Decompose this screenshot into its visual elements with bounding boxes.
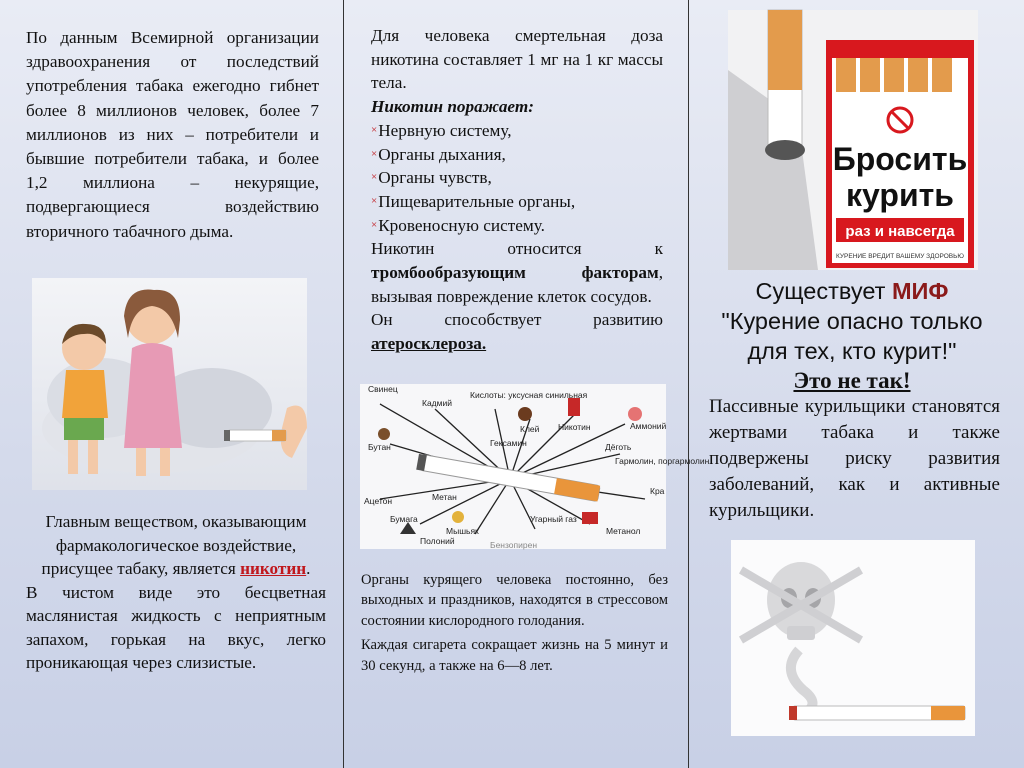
myth-quote: "Курение опасно только для тех, кто курит!" <box>721 308 983 364</box>
chem-label: Клей <box>520 424 540 434</box>
skull-smoke-image <box>731 540 975 736</box>
chem-label: Кислоты: уксусная синильная <box>470 390 588 400</box>
chemicals-drawing <box>360 384 710 550</box>
column-divider-2 <box>688 0 689 768</box>
thrombo-suffix: , вызывая повреждение клеток сосудов. <box>371 263 663 306</box>
chem-label: Полоний <box>420 536 455 546</box>
chem-label: Метан <box>432 492 457 502</box>
passive-smoking-children-illustration <box>32 278 307 490</box>
myth-heading <box>704 276 1000 396</box>
not-so-text: Это не так! <box>793 368 911 393</box>
pack-line3: раз и навсегда <box>845 223 955 240</box>
chem-label: Кадмий <box>422 398 452 408</box>
cigarette-chemicals-diagram <box>360 384 710 550</box>
athero-bold: атеросклероза. <box>371 334 487 354</box>
chem-label: Метанол <box>606 526 641 536</box>
chem-label: Мышьяк <box>446 526 479 536</box>
chem-label: Угарный газ <box>530 514 577 524</box>
chem-label: Свинец <box>368 384 398 394</box>
life-shortening-text: Каждая сигарета сокращает жизнь на 5 минут и 30 секунд, а также на 6—8 лет. <box>361 637 668 674</box>
list-item <box>371 190 663 214</box>
list-item <box>371 166 663 190</box>
list-item <box>371 119 663 143</box>
list-item-text: Пищеварительные органы, <box>378 191 576 211</box>
cross-bullet-icon: × <box>371 123 378 136</box>
chem-label: Бензопирен <box>490 540 538 550</box>
list-item-text: Органы чувств, <box>378 168 492 188</box>
period: . <box>306 559 311 578</box>
quit-smoking-pack-image <box>728 10 978 270</box>
chem-label: Никотин <box>558 422 591 432</box>
chem-label: Бутан <box>368 442 391 452</box>
chem-label: Аммоний <box>630 421 667 431</box>
athero-prefix: Он способствует развитию <box>371 310 663 330</box>
list-item-text: Кровеносную систему. <box>378 215 545 235</box>
cross-bullet-icon: × <box>371 194 378 207</box>
passive-smokers-paragraph: Пассивные курильщики становятся жертвами табака и также подвержены риску развития заболеваний, как и активные курильщики. <box>709 396 1000 521</box>
who-statistics-paragraph: По данным Всемирной организации здравоохранения от последствий употребления табака ежегодно гибнет более 8 миллионов человек, более 7 миллионов из них – потребители и бывшие потребители табака, и более 1,2 миллиона – некурящие, подвергающиеся воздействию вторичного табачного дыма. <box>26 28 319 241</box>
lethal-dose-text: Для человека смертельная доза никотина составляет 1 мг на 1 кг массы тела. <box>371 26 663 93</box>
list-item-text: Органы дыхания, <box>378 144 506 164</box>
affects-list <box>371 119 663 238</box>
thrombo-paragraph <box>371 237 663 308</box>
main-substance-text: Главным веществом, оказывающим фармакологическое воздействие, присущее табаку, является <box>41 512 307 578</box>
chem-label: Гексамин <box>490 438 527 448</box>
chem-label: Ацетон <box>364 496 393 506</box>
pack-line2: курить <box>846 177 954 213</box>
children-smoke-drawing <box>32 278 307 490</box>
nicotine-effects-block <box>371 24 663 356</box>
pack-line1: Бросить <box>832 141 968 177</box>
column-divider-1 <box>343 0 344 768</box>
pack-warning: КУРЕНИЕ ВРЕДИТ ВАШЕМУ ЗДОРОВЬЮ <box>836 253 964 260</box>
cigarette-pack-drawing <box>728 10 978 270</box>
skull-cigarette-drawing <box>731 540 975 736</box>
myth-word: МИФ <box>891 278 949 304</box>
chem-label: Кра <box>650 486 665 496</box>
oxygen-starvation-text: Органы курящего человека постоянно, без выходных и праздников, находятся в стрессовом состоянии кислородного голодания. <box>361 572 668 629</box>
affects-title: Никотин поражает: <box>371 97 534 117</box>
nicotine-main-substance <box>26 510 326 675</box>
thrombo-bold: тромбообразующим факторам <box>371 263 659 283</box>
list-item <box>371 143 663 167</box>
chem-label: Дёготь <box>605 442 632 452</box>
cross-bullet-icon: × <box>371 147 378 160</box>
pure-nicotine-description: В чистом виде это бесцветная маслянистая жидкость с неприятным запахом, горькая на вкус, легко проникающая через слизистые. <box>26 582 326 672</box>
cross-bullet-icon: × <box>371 218 378 231</box>
cross-bullet-icon: × <box>371 171 378 184</box>
chem-label: Гармолин, поргармолин <box>615 456 710 466</box>
nicotine-highlight: никотин <box>240 559 307 578</box>
myth-prefix: Существует <box>755 278 886 304</box>
health-facts-block <box>361 570 668 676</box>
chem-label: Бумага <box>390 514 418 524</box>
list-item <box>371 214 663 238</box>
list-item-text: Нервную систему, <box>378 120 512 140</box>
athero-paragraph <box>371 308 663 355</box>
thrombo-prefix: Никотин относится к <box>371 239 663 259</box>
